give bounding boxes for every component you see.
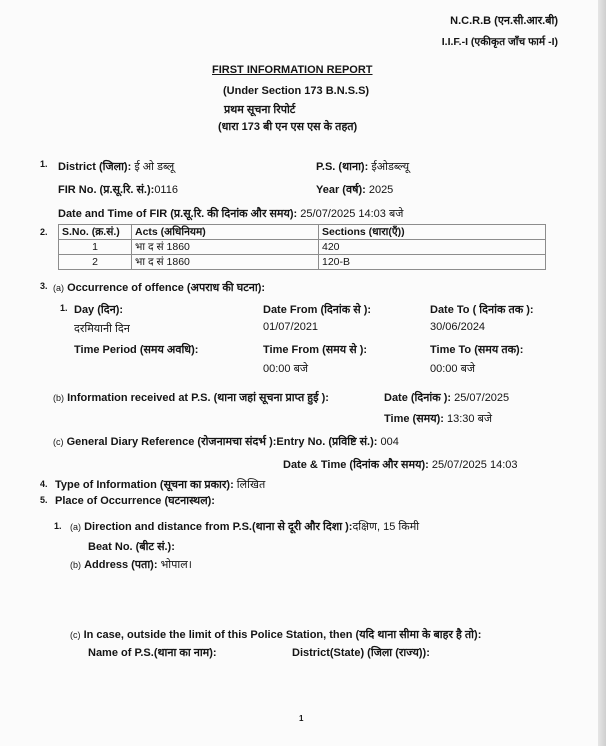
table-header-row (59, 225, 546, 240)
outside-limit-field (70, 627, 481, 642)
table-row (59, 255, 546, 270)
district-label: District (जिला): (58, 161, 132, 173)
ps-field (316, 159, 409, 174)
item-5b-label: (b) (70, 560, 81, 570)
fir-value: 0116 (154, 184, 178, 196)
fir-datetime-field (58, 206, 403, 221)
address-label: Address (पता): (84, 559, 158, 571)
diary-datetime-value: 25/07/2025 14:03 (431, 459, 518, 471)
fir-label: FIR No. (प्र.सू.रि. सं.): (58, 184, 155, 196)
info-received-field (53, 390, 329, 405)
ps-label: P.S. (थाना): (316, 161, 369, 173)
district-field (58, 159, 174, 174)
ps-name-label: Name of P.S.(थाना का नाम): (88, 647, 217, 659)
year-label: Year (वर्ष): (316, 184, 366, 196)
row-section: 420 (319, 240, 546, 255)
report-title: FIRST INFORMATION REPORT (212, 64, 373, 76)
item-2-number: 2. (40, 227, 48, 237)
occurrence-title: Occurrence of offence (अपराध की घटना): (67, 282, 266, 294)
diary-reference-field (53, 434, 399, 449)
address-value: भोपाल। (160, 559, 192, 571)
info-received-label: Information received at P.S. (थाना जहां सूचना प्राप्त हुई ): (67, 392, 329, 404)
fir-datetime-label: Date and Time of FIR (प्र.सू.रि. की दिनांक और समय): (58, 208, 298, 220)
item-3c-label: (c) (53, 437, 64, 447)
item-3a-label: (a) (53, 283, 64, 293)
direction-label: Direction and distance from P.S.(थाना से दूरी और दिशा ): (84, 521, 353, 533)
info-time-label: Time (समय): (384, 413, 444, 425)
ps-value: ईओडब्ल्यू (371, 161, 410, 173)
entry-no-value: 004 (380, 436, 399, 448)
address-field (70, 557, 192, 572)
time-to-value: 00:00 बजे (430, 363, 476, 375)
time-from-label: Time From (समय से ): (263, 344, 368, 356)
row-section: 120-B (319, 255, 546, 270)
report-title-hindi: प्रथम सूचना रिपोर्ट (224, 104, 296, 116)
info-type-label: Type of Information (सूचना का प्रकार): (55, 479, 234, 491)
fir-field (58, 182, 178, 197)
report-section-hindi: (धारा 173 बी एन एस एस के तहत) (218, 121, 358, 133)
info-type-value: लिखित (236, 479, 266, 491)
entry-no-label: Entry No. (प्रविष्टि सं.): (276, 436, 378, 448)
date-to-value: 30/06/2024 (430, 321, 486, 333)
page-number: 1 (299, 714, 304, 723)
info-time-field (384, 411, 492, 426)
item-3b-label: (b) (53, 393, 64, 403)
header-sections: Sections (धारा(एँ)) (319, 225, 546, 240)
outside-limit-label: In case, outside the limit of this Police Station, then (यदि थाना सीमा के बाहर है तो): (83, 629, 482, 641)
item-5-sub-number: 1. (54, 521, 62, 531)
fir-datetime-value: 25/07/2025 14:03 बजे (300, 208, 404, 220)
info-date-value: 25/07/2025 (454, 392, 510, 404)
day-label: Day (दिन): (74, 304, 124, 316)
report-section: (Under Section 173 B.N.S.S) (223, 85, 370, 97)
item-3-sub-number: 1. (60, 303, 68, 313)
year-field (316, 182, 393, 197)
item-5-number: 5. (40, 495, 48, 505)
beat-no-label: Beat No. (बीट सं.): (88, 541, 175, 553)
place-of-occurrence-label: Place of Occurrence (घटनास्थल): (55, 495, 215, 507)
info-type-field (55, 477, 265, 492)
row-act: भा द सं 1860 (132, 240, 319, 255)
header-acts: Acts (अधिनियम) (132, 225, 319, 240)
diary-datetime-label: Date & Time (दिनांक और समय): (283, 459, 429, 471)
page-edge-shadow (598, 0, 606, 746)
occurrence-heading (53, 280, 265, 295)
info-date-field (384, 390, 509, 405)
item-1-number: 1. (40, 159, 48, 169)
item-5a-label: (a) (70, 522, 81, 532)
district-value: ई ओ डब्लू (134, 161, 175, 173)
date-to-label: Date To ( दिनांक तक ): (430, 304, 534, 316)
item-5c-label: (c) (70, 630, 81, 640)
date-from-value: 01/07/2021 (263, 321, 319, 333)
district-state-label: District(State) (जिला (राज्य)): (292, 647, 430, 659)
table-row (59, 240, 546, 255)
row-act: भा द सं 1860 (132, 255, 319, 270)
item-4-number: 4. (40, 479, 48, 489)
info-time-value: 13:30 बजे (446, 413, 493, 425)
direction-field (70, 519, 419, 534)
day-value: दरमियानी दिन (74, 323, 130, 335)
row-sno: 1 (59, 240, 132, 255)
diary-reference-label: General Diary Reference (रोजनामचा संदर्भ ): (66, 436, 277, 448)
direction-value: दक्षिण, 15 किमी (352, 521, 420, 533)
item-3-number: 3. (40, 281, 48, 291)
form-label: I.I.F.-I (एकीकृत जाँच फार्म -I) (441, 36, 558, 48)
date-from-label: Date From (दिनांक से ): (263, 304, 372, 316)
time-from-value: 00:00 बजे (263, 363, 309, 375)
info-date-label: Date (दिनांक ): (384, 392, 452, 404)
header-sno: S.No. (क्र.सं.) (59, 225, 132, 240)
time-period-label: Time Period (समय अवधि): (74, 344, 199, 356)
row-sno: 2 (59, 255, 132, 270)
year-value: 2025 (368, 184, 394, 196)
diary-datetime-field (283, 457, 517, 472)
acts-sections-table (58, 224, 546, 270)
time-to-label: Time To (समय तक): (430, 344, 524, 356)
agency-label: N.C.R.B (एन.सी.आर.बी) (450, 15, 558, 27)
